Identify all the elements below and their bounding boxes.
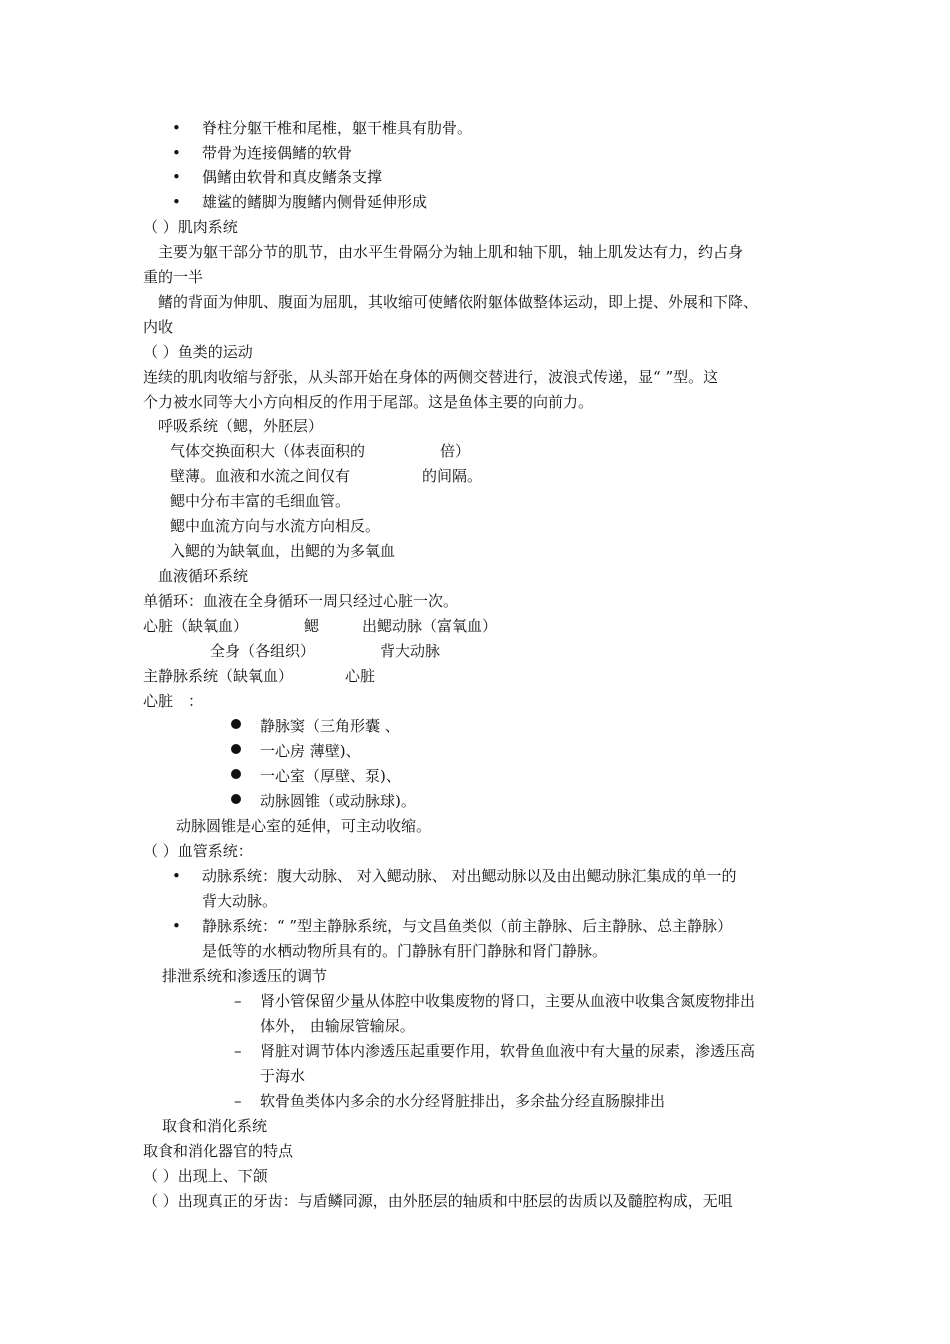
flow-node: 出鳃动脉（富氧血） (362, 617, 498, 635)
paragraph-line: 个力被水同等大小方向相反的作用于尾部。这是鱼体主要的向前力。 (143, 393, 594, 411)
heart-part: 一心房 薄壁)、 (260, 742, 361, 760)
bullet-dot (231, 719, 241, 729)
bullet-dot (231, 769, 241, 779)
bullet-marker: • (172, 168, 181, 186)
flow-node: 心脏（缺氧血） (143, 617, 249, 635)
section-heading-motion: （ ）鱼类的运动 (143, 343, 253, 361)
list-line: 的间隔。 (422, 467, 483, 485)
paragraph-line: 单循环：血液在全身循环一周只经过心脏一次。 (143, 592, 459, 610)
section-heading-muscle: （ ）肌肉系统 (143, 218, 238, 236)
paragraph-line: 主要为躯干部分节的肌节，由水平生骨隔分为轴上肌和轴下肌，轴上肌发达有力，约占身 (158, 243, 744, 261)
bullet-text: 雄鲨的鳍脚为腹鳍内侧骨延伸形成 (202, 193, 428, 211)
bullet-text: 静脉系统：“ ”型主静脉系统，与文昌鱼类似（前主静脉、后主静脉、总主静脉） (202, 917, 733, 935)
dash-marker: – (234, 1092, 242, 1110)
section-heading-circulation: 血液循环系统 (158, 567, 249, 585)
bullet-dot (231, 794, 241, 804)
paragraph-line: 重的一半 (143, 268, 204, 286)
bullet-text: 偶鳍由软骨和真皮鳍条支撑 (202, 168, 383, 186)
section-heading-vessels: （ ）血管系统： (143, 842, 253, 860)
paragraph-line: 连续的肌肉收缩与舒张，从头部开始在身体的两侧交替进行，波浪式传递，显“ ”型。这 (143, 368, 719, 386)
bullet-marker: • (172, 867, 181, 885)
bullet-dot (231, 744, 241, 754)
list-line: 鳃中血流方向与水流方向相反。 (170, 517, 381, 535)
subheading: 取食和消化器官的特点 (143, 1142, 294, 1160)
paragraph-line: （ ）出现上、下颌 (143, 1167, 268, 1185)
bullet-text: 带骨为连接偶鳍的软骨 (202, 144, 353, 162)
paragraph-line: 鳍的背面为伸肌、腹面为屈肌，其收缩可使鳍依附躯体做整体运动，即上提、外展和下降、 (158, 293, 759, 311)
heart-part: 一心室（厚壁、泵)、 (260, 767, 401, 785)
list-line: 倍） (440, 442, 471, 460)
dash-marker: – (234, 1042, 242, 1060)
flow-node: 心脏 (345, 667, 376, 685)
list-line: 气体交换面积大（体表面积的 (170, 442, 366, 460)
flow-node: 主静脉系统（缺氧血） (143, 667, 294, 685)
bullet-marker: • (172, 193, 181, 211)
list-line: 入鳃的为缺氧血，出鳃的为多氧血 (170, 542, 396, 560)
dash-item: 肾小管保留少量从体腔中收集废物的肾口，主要从血液中收集含氮废物排出 (260, 992, 756, 1010)
bullet-marker: • (172, 917, 181, 935)
paragraph-line: 动脉圆锥是心室的延伸，可主动收缩。 (176, 817, 432, 835)
bullet-text: 是低等的水栖动物所具有的。门静脉有肝门静脉和肾门静脉。 (202, 942, 608, 960)
flow-node: 全身（各组织） (210, 642, 316, 660)
section-heading-excretion: 排泄系统和渗透压的调节 (162, 967, 328, 985)
heart-part: 动脉圆锥（或动脉球)。 (260, 792, 416, 810)
flow-node: 鳃 (304, 617, 320, 635)
dash-item: 肾脏对调节体内渗透压起重要作用，软骨鱼血液中有大量的尿素，渗透压高 (260, 1042, 756, 1060)
list-line: 壁薄。血液和水流之间仅有 (170, 467, 351, 485)
paragraph-line: （ ）出现真正的牙齿：与盾鳞同源，由外胚层的轴质和中胚层的齿质以及髓腔构成，无咀 (143, 1192, 733, 1210)
bullet-marker: • (172, 144, 181, 162)
dash-item: 软骨鱼类体内多余的水分经肾脏排出，多余盐分经直肠腺排出 (260, 1092, 666, 1110)
bullet-text: 脊柱分躯干椎和尾椎，躯干椎具有肋骨。 (202, 119, 473, 137)
heart-label: 心脏 ： (143, 692, 204, 710)
dash-marker: – (234, 992, 242, 1010)
bullet-text: 动脉系统：腹大动脉、 对入鳃动脉、 对出鳃动脉以及由出鳃动脉汇集成的单一的 (202, 867, 737, 885)
section-heading-respiration: 呼吸系统（鳃，外胚层） (158, 417, 324, 435)
dash-item: 体外， 由输尿管输尿。 (260, 1017, 415, 1035)
dash-item: 于海水 (260, 1067, 306, 1085)
paragraph-line: 内收 (143, 318, 174, 336)
heart-part: 静脉窦（三角形囊 、 (260, 717, 400, 735)
section-heading-digestion: 取食和消化系统 (162, 1117, 268, 1135)
list-line: 鳃中分布丰富的毛细血管。 (170, 492, 351, 510)
bullet-text: 背大动脉。 (202, 892, 278, 910)
flow-node: 背大动脉 (380, 642, 441, 660)
bullet-marker: • (172, 119, 181, 137)
